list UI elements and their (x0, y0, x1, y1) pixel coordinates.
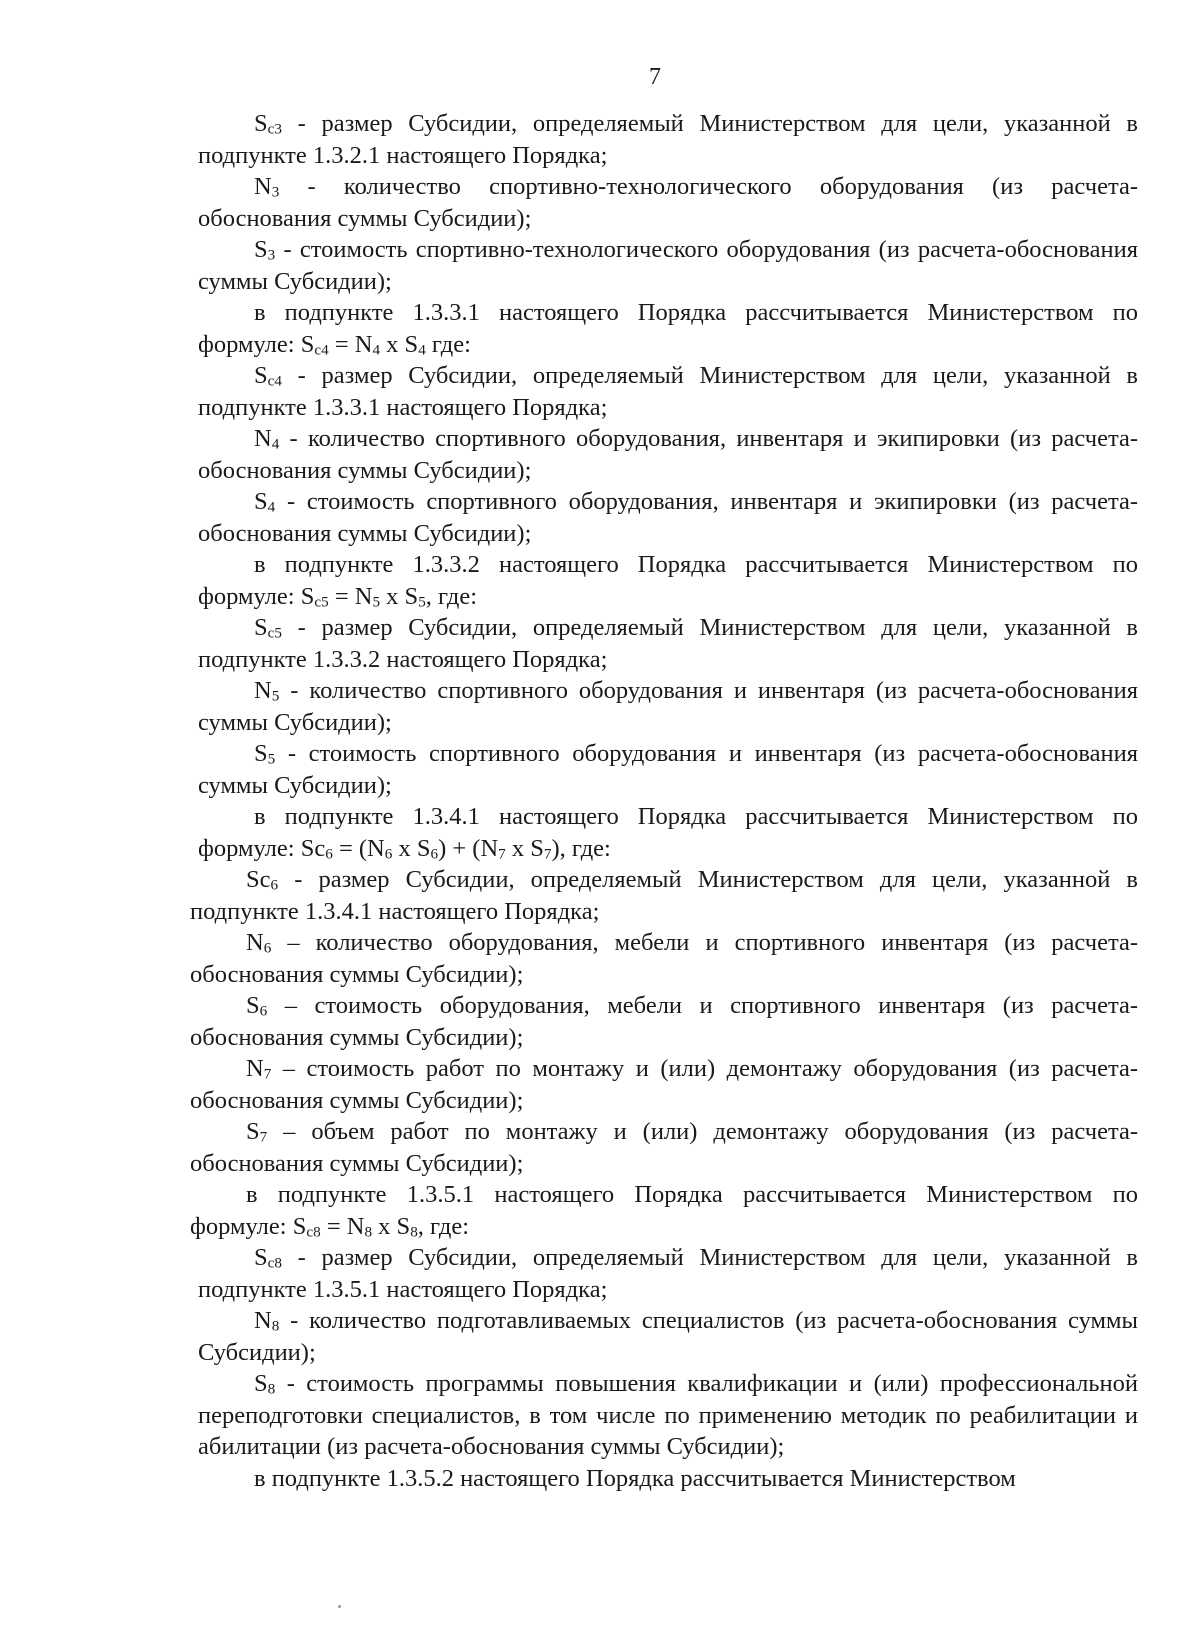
text-run: в подпункте 1.3.4.1 настоящего Порядка рассчитывается Министерством по формуле: Sc (198, 803, 1138, 862)
paragraph (198, 1305, 1138, 1368)
paragraph (198, 486, 1138, 549)
subscript: 6 (259, 1002, 268, 1020)
text-run: - количество подготавливаемых специалистов (из расчета-обоснования суммы Субсидии); (198, 1307, 1138, 1366)
text-run: - размер Субсидии, определяемый Министерством для цели, указанной в подпункте 1.3.5.1 настоящего Порядка; (198, 1244, 1138, 1303)
subscript: 6 (325, 845, 333, 863)
subscript: 6 (430, 845, 439, 863)
paragraph (198, 1368, 1138, 1463)
text-run: x S (505, 834, 544, 862)
text-run: x S (392, 834, 431, 862)
subscript: 6 (384, 845, 393, 863)
text-run: S (254, 614, 268, 641)
paragraph (198, 738, 1138, 801)
text-run: – объем работ по монтажу и (или) демонтажу оборудования (из расчета-обоснования суммы Субсидии); (190, 1118, 1138, 1177)
text-run: N (254, 425, 272, 452)
text-run: S (254, 740, 268, 767)
subscript: 4 (271, 435, 280, 453)
text-run: в подпункте 1.3.3.2 настоящего Порядка рассчитывается Министерством по формуле: S (198, 551, 1138, 610)
paragraph (190, 1116, 1138, 1179)
text-run: - размер Субсидии, определяемый Министерством для цели, указанной в подпункте 1.3.3.1 настоящего Порядка; (198, 362, 1138, 421)
subscript: 5 (271, 687, 280, 705)
text-run: Sc (246, 866, 271, 893)
text-run: = N (328, 330, 373, 358)
subscript: 6 (270, 876, 279, 894)
subscript: 8 (271, 1317, 280, 1335)
text-run: - размер Субсидии, определяемый Министерством для цели, указанной в подпункте 1.3.4.1 настоящего Порядка; (190, 866, 1138, 925)
paragraph (198, 612, 1138, 675)
text-run: – стоимость оборудования, мебели и спортивного инвентаря (из расчета-обоснования суммы Субсидии); (190, 992, 1138, 1051)
subscript: 7 (543, 845, 552, 863)
subscript: 5 (418, 593, 426, 611)
subscript: 8 (267, 1380, 276, 1398)
text-run: S (254, 362, 268, 389)
text-run: x S (372, 1212, 411, 1240)
text-run: = N (328, 582, 373, 610)
paragraph (198, 171, 1138, 234)
subscript: 5 (372, 593, 381, 611)
subscript: 3 (267, 246, 276, 264)
text-run: - стоимость спортивно-технологического оборудования (из расчета-обоснования суммы Субсидии); (198, 236, 1138, 295)
text-run: - количество спортивно-технологического оборудования (из расчета-обоснования суммы Субсидии); (198, 173, 1138, 232)
text-run: N (246, 929, 264, 956)
text-run: S (246, 1118, 260, 1145)
subscript: 7 (259, 1128, 268, 1146)
subscript: 4 (267, 498, 276, 516)
text-run: - стоимость программы повышения квалификации и (или) профессиональной переподготовки специалистов, в том числе по применению методик по реабилитации и абилитации (из расчета-обоснования суммы Субсидии); (198, 1370, 1138, 1460)
text-run: в подпункте 1.3.5.2 настоящего Порядка рассчитывается Министерством (254, 1464, 1016, 1492)
subscript: c3 (267, 120, 282, 138)
subscript: 3 (271, 183, 280, 201)
paragraph (190, 927, 1138, 990)
page-number: 7 (649, 64, 661, 90)
text-run: x S (380, 582, 419, 610)
subscript: 6 (263, 939, 272, 957)
subscript: 5 (267, 750, 276, 768)
text-run: , где: (425, 582, 478, 610)
text-run: S (246, 992, 260, 1019)
paragraph (190, 1179, 1138, 1242)
paragraph (198, 1463, 1138, 1495)
text-run: - количество спортивного оборудования и инвентаря (из расчета-обоснования суммы Субсидии); (198, 677, 1138, 736)
text-run: S (254, 1244, 268, 1271)
text-run: в подпункте 1.3.5.1 настоящего Порядка рассчитывается Министерством по формуле: S (190, 1181, 1138, 1240)
subscript: c4 (314, 341, 329, 359)
text-run: , где: (417, 1212, 470, 1240)
text-run: где: (425, 330, 471, 358)
text-run: S (254, 1370, 268, 1397)
text-run: S (254, 236, 268, 263)
paragraph (198, 360, 1138, 423)
paragraph (198, 297, 1138, 360)
paragraph (198, 423, 1138, 486)
paragraph (190, 990, 1138, 1053)
paragraph (198, 675, 1138, 738)
text-run: – количество оборудования, мебели и спортивного инвентаря (из расчета-обоснования суммы Субсидии); (190, 929, 1138, 988)
text-run: ) + (N (438, 834, 499, 862)
text-run: - стоимость спортивного оборудования, инвентаря и экипировки (из расчета-обоснования суммы Субсидии); (198, 488, 1138, 547)
text-run: - размер Субсидии, определяемый Министерством для цели, указанной в подпункте 1.3.2.1 настоящего Порядка; (198, 110, 1138, 169)
paragraph (198, 549, 1138, 612)
text-run: - размер Субсидии, определяемый Министерством для цели, указанной в подпункте 1.3.3.2 настоящего Порядка; (198, 614, 1138, 673)
subscript: 7 (263, 1065, 272, 1083)
text-run: S (254, 488, 268, 515)
subscript: c5 (267, 624, 282, 642)
paragraph (198, 1242, 1138, 1305)
subscript: c8 (306, 1223, 321, 1241)
paragraph (198, 801, 1138, 864)
text-run: = N (320, 1212, 365, 1240)
text-run: N (254, 1307, 272, 1334)
subscript: 4 (418, 341, 426, 359)
text-run: ), где: (551, 834, 611, 862)
scan-speck (338, 1605, 341, 1608)
text-run: – стоимость работ по монтажу и (или) демонтажу оборудования (из расчета-обоснования суммы Субсидии); (190, 1055, 1138, 1114)
subscript: 8 (410, 1223, 418, 1241)
subscript: 7 (498, 845, 506, 863)
text-run: N (254, 677, 272, 704)
subscript: c8 (267, 1254, 282, 1272)
text-run: = (N (332, 834, 385, 862)
text-run: - стоимость спортивного оборудования и инвентаря (из расчета-обоснования суммы Субсидии); (198, 740, 1138, 799)
text-run: - количество спортивного оборудования, инвентаря и экипировки (из расчета-обоснования суммы Субсидии); (198, 425, 1138, 484)
text-run: в подпункте 1.3.3.1 настоящего Порядка рассчитывается Министерством по формуле: S (198, 299, 1138, 358)
paragraph (190, 1053, 1138, 1116)
subscript: 4 (372, 341, 381, 359)
subscript: c4 (267, 372, 282, 390)
subscript: c5 (314, 593, 329, 611)
text-run: N (246, 1055, 264, 1082)
document-body (190, 108, 1138, 1494)
text-run: x S (380, 330, 419, 358)
text-run: S (254, 110, 268, 137)
text-run: N (254, 173, 272, 200)
paragraph (190, 864, 1138, 927)
paragraph (198, 234, 1138, 297)
paragraph (198, 108, 1138, 171)
subscript: 8 (364, 1223, 373, 1241)
